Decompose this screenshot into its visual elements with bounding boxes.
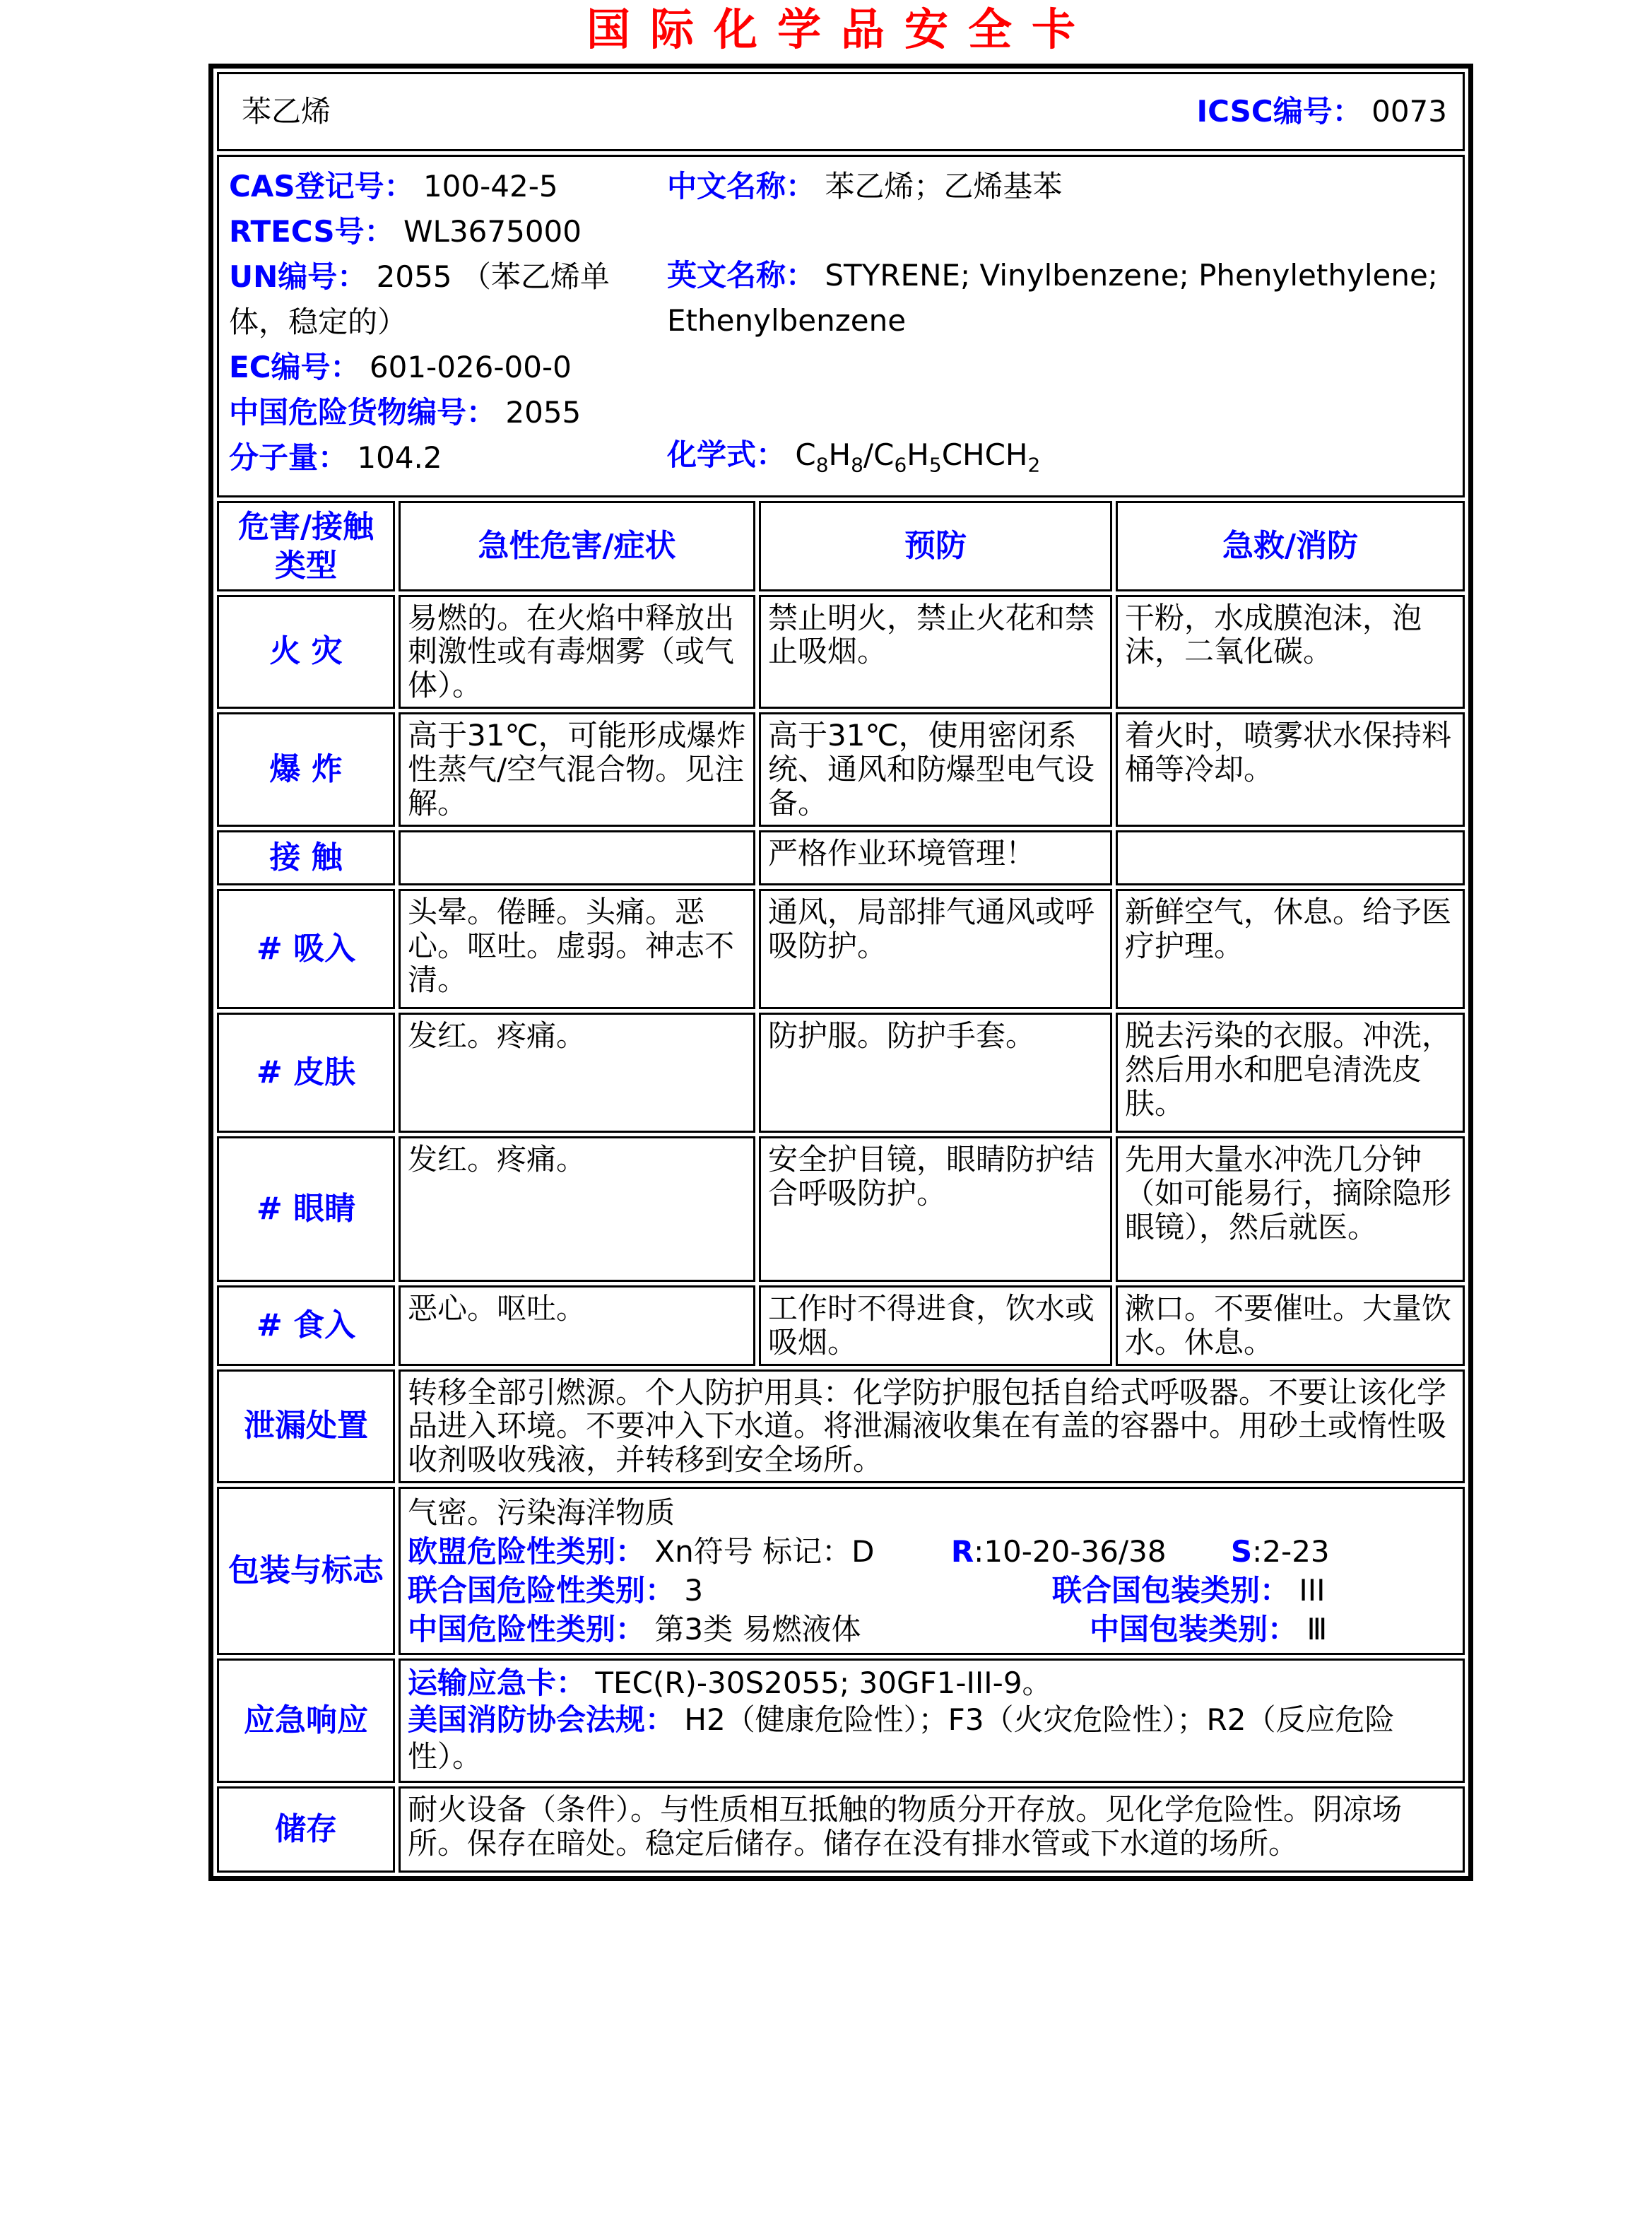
un-hazard-class-label: 联合国危险性类别： [408, 1573, 675, 1608]
storage-row [217, 1786, 1465, 1873]
cn-dangerous-goods-label: 中国危险货物编号： [229, 395, 497, 430]
un-packing-group-value: III [1299, 1573, 1326, 1608]
chinese-name-value: 苯乙烯；乙烯基苯 [825, 169, 1063, 204]
packaging-line-cn [408, 1610, 1456, 1649]
skin-label: # 皮肤 [217, 1013, 395, 1133]
column-header-prevention: 预防 [759, 501, 1112, 591]
hazard-row-ingestion [217, 1285, 1465, 1366]
cn-hazard-class-group [408, 1610, 1090, 1649]
hazard-row-skin [217, 1013, 1465, 1133]
contact-prevention: 严格作业环境管理！ [759, 830, 1112, 885]
un-hazard-class-group [408, 1571, 1052, 1610]
hazard-header-row [217, 501, 1465, 591]
cn-dangerous-goods-value: 2055 [505, 395, 582, 430]
packaging-row [217, 1487, 1465, 1655]
skin-firstaid: 脱去污染的衣服。冲洗，然后用水和肥皂清洗皮肤。 [1116, 1013, 1465, 1133]
fire-label: 火 灾 [217, 595, 395, 709]
cn-dangerous-goods-line [229, 390, 667, 435]
explosion-prevention: 高于31℃，使用密闭系统、通风和防爆型电气设备。 [759, 712, 1112, 827]
s-phrases-value: :2-23 [1252, 1534, 1330, 1569]
icsc-number-label: ICSC编号： [1196, 94, 1362, 129]
ec-value: 601-026-00-0 [369, 350, 572, 385]
inhalation-prevention: 通风，局部排气通风或呼吸防护。 [759, 889, 1112, 1009]
inhalation-symptoms: 头晕。倦睡。头痛。恶心。呕吐。虚弱。神志不清。 [399, 889, 755, 1009]
eyes-symptoms: 发红。疼痛。 [399, 1136, 755, 1282]
cas-label: CAS登记号： [229, 169, 414, 204]
eyes-firstaid: 先用大量水冲洗几分钟（如可能易行，摘除隐形眼镜），然后就医。 [1116, 1136, 1465, 1282]
chinese-name-line [667, 164, 1453, 209]
identification-row [217, 155, 1465, 497]
english-name-label: 英文名称： [667, 258, 816, 293]
ec-label: EC编号： [229, 350, 360, 385]
rtecs-value: WL3675000 [403, 214, 582, 249]
molecular-weight-line [229, 435, 667, 481]
ingestion-firstaid: 漱口。不要催吐。大量饮水。休息。 [1116, 1285, 1465, 1366]
transport-emergency-card-label: 运输应急卡： [408, 1666, 586, 1701]
skin-prevention: 防护服。防护手套。 [759, 1013, 1112, 1133]
emergency-cell [399, 1658, 1465, 1783]
rtecs-line [229, 209, 667, 254]
packaging-label: 包装与标志 [217, 1487, 395, 1655]
un-hazard-class-value: 3 [684, 1573, 704, 1608]
hazard-row-eyes [217, 1136, 1465, 1282]
s-phrases-label: S [1230, 1534, 1253, 1569]
inhalation-firstaid: 新鲜空气，休息。给予医疗护理。 [1116, 889, 1465, 1009]
name-row [217, 72, 1465, 151]
page-title: 国际化学品安全卡 [586, 4, 1095, 55]
ingestion-label: # 食入 [217, 1285, 395, 1366]
column-header-firstaid: 急救/消防 [1116, 501, 1465, 591]
explosion-symptoms: 高于31℃，可能形成爆炸性蒸气/空气混合物。见注解。 [399, 712, 755, 827]
storage-label: 储存 [217, 1786, 395, 1873]
packaging-cell [399, 1487, 1465, 1655]
emergency-label: 应急响应 [217, 1658, 395, 1783]
eu-hazard-class-value: Xn符号 标记：D [654, 1534, 875, 1569]
contact-firstaid [1116, 830, 1465, 885]
hazard-row-inhalation [217, 889, 1465, 1009]
r-phrases-value: :10-20-36/38 [974, 1534, 1167, 1569]
identification-cell [217, 155, 1465, 497]
cn-hazard-class-value: 第3类 易燃液体 [654, 1612, 861, 1647]
nfpa-code-value: H2（健康危险性）；F3（火灾危险性）；R2（反应危险性）。 [408, 1702, 1395, 1774]
identification-right-column [667, 164, 1453, 488]
hazard-row-contact [217, 830, 1465, 885]
nfpa-code-line [408, 1702, 1456, 1775]
name-cell [217, 72, 1465, 151]
ingestion-symptoms: 恶心。呕吐。 [399, 1285, 755, 1366]
icsc-card-table [208, 64, 1473, 1881]
chemical-formula-label: 化学式： [667, 437, 786, 473]
skin-symptoms: 发红。疼痛。 [399, 1013, 755, 1133]
packaging-line-eu [408, 1532, 1456, 1571]
ec-line [229, 345, 667, 390]
substance-name: 苯乙烯 [242, 94, 331, 129]
inhalation-label: # 吸入 [217, 889, 395, 1009]
r-phrases-label: R [950, 1534, 974, 1569]
chinese-name-label: 中文名称： [667, 169, 816, 204]
un-packing-group-label: 联合国包装类别： [1052, 1573, 1290, 1608]
transport-emergency-card-value: TEC(R)-30S2055; 30GF1-III-9。 [595, 1666, 1052, 1701]
chemical-formula-line [667, 432, 1453, 488]
icsc-number-value: 0073 [1371, 94, 1447, 129]
cn-hazard-class-label: 中国危险性类别： [408, 1612, 646, 1647]
un-value: 2055 （苯乙烯单体，稳定的） [229, 259, 610, 340]
hazard-row-explosion [217, 712, 1465, 827]
cas-value: 100-42-5 [423, 169, 558, 204]
spill-text: 转移全部引燃源。个人防护用具：化学防护服包括自给式呼吸器。不要让该化学品进入环境。不要冲入下水道。将泄漏液收集在有盖的容器中。用砂土或惰性吸收剂吸收残液，并转移到安全场所。 [399, 1369, 1465, 1484]
emergency-row [217, 1658, 1465, 1783]
cas-line [229, 164, 667, 209]
storage-text: 耐火设备（条件）。与性质相互抵触的物质分开存放。见化学危险性。阴凉场所。保存在暗处。稳定后储存。储存在没有排水管或下水道的场所。 [399, 1786, 1465, 1873]
molecular-weight-label: 分子量： [229, 440, 348, 476]
fire-prevention: 禁止明火，禁止火花和禁止吸烟。 [759, 595, 1112, 709]
packaging-line-un [408, 1571, 1456, 1610]
fire-firstaid: 干粉，水成膜泡沫，泡沫，二氧化碳。 [1116, 595, 1465, 709]
column-header-hazard-type: 危害/接触类型 [217, 501, 395, 591]
molecular-weight-value: 104.2 [357, 440, 442, 476]
ingestion-prevention: 工作时不得进食，饮水或吸烟。 [759, 1285, 1112, 1366]
un-label: UN编号： [229, 259, 367, 295]
spill-label: 泄漏处置 [217, 1369, 395, 1484]
fire-symptoms: 易燃的。在火焰中释放出刺激性或有毒烟雾（或气体）。 [399, 595, 755, 709]
un-line [229, 254, 667, 345]
cn-packing-group-value: Ⅲ [1306, 1612, 1328, 1647]
rtecs-label: RTECS号： [229, 214, 394, 249]
identification-left-column [229, 164, 667, 488]
english-name-line [667, 253, 1453, 343]
hazard-row-fire [217, 595, 1465, 709]
transport-emergency-card-line [408, 1665, 1456, 1702]
icsc-number-group [1196, 95, 1447, 129]
explosion-firstaid: 着火时，喷雾状水保持料桶等冷却。 [1116, 712, 1465, 827]
packaging-line-airtight: 气密。污染海洋物质 [408, 1495, 675, 1531]
eyes-prevention: 安全护目镜，眼睛防护结合呼吸防护。 [759, 1136, 1112, 1282]
eu-hazard-class-label: 欧盟危险性类别： [408, 1534, 646, 1569]
contact-label: 接 触 [217, 830, 395, 885]
column-header-symptoms: 急性危害/症状 [399, 501, 755, 591]
chemical-formula-value: $C_8H_8/C_6H_5CHCH_2$ [795, 437, 1041, 477]
explosion-label: 爆 炸 [217, 712, 395, 827]
cn-packing-group-label: 中国包装类别： [1090, 1612, 1298, 1647]
nfpa-code-label: 美国消防协会法规： [408, 1702, 675, 1738]
contact-symptoms [399, 830, 755, 885]
spill-row [217, 1369, 1465, 1484]
english-name-value: STYRENE; Vinylbenzene; Phenylethylene; Ethenylbenzene [667, 258, 1438, 338]
eyes-label: # 眼睛 [217, 1136, 395, 1282]
